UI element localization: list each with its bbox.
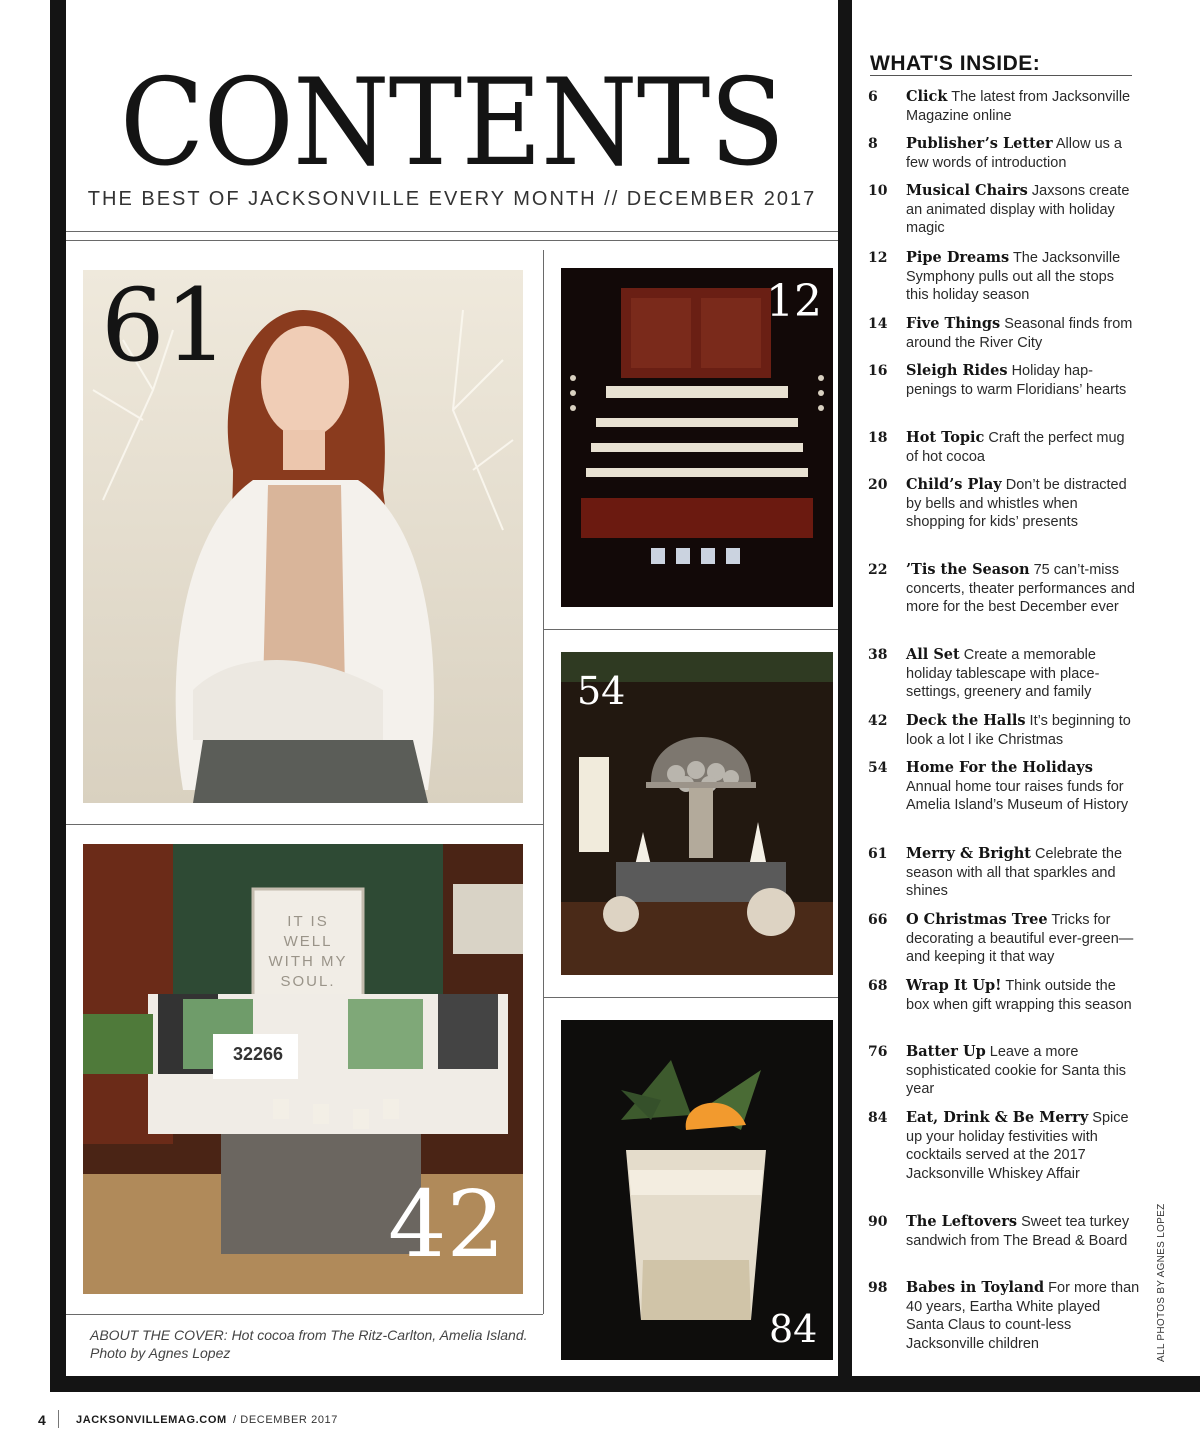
- toc-title: Child’s Play: [906, 476, 1002, 493]
- toc-page: 61: [868, 846, 888, 862]
- folio-page-number: 4: [38, 1412, 46, 1428]
- photo-page-number: 12: [766, 276, 822, 327]
- photo-fashion[interactable]: [83, 270, 523, 803]
- toc-entry[interactable]: [868, 182, 1140, 238]
- toc-entry[interactable]: [868, 88, 1140, 125]
- frame-bottom-bar: [50, 1376, 1200, 1392]
- toc-page: 8: [868, 136, 878, 152]
- toc-page: 38: [868, 647, 888, 663]
- toc-entry[interactable]: [868, 362, 1140, 399]
- photo-cocktail[interactable]: [561, 1020, 833, 1360]
- toc-desc: Sweet tea turkey sandwich from The Bread & Board: [906, 1214, 1130, 1249]
- toc-entry[interactable]: [868, 476, 1140, 532]
- toc-page: 84: [868, 1110, 888, 1126]
- frame-middle-bar: [838, 0, 852, 1392]
- toc-desc: Tricks for decorating a beautiful ever-green—and keeping it that way: [906, 912, 1134, 966]
- sidebar-heading: WHAT'S INSIDE:: [870, 52, 1041, 75]
- toc-entry[interactable]: [868, 1213, 1140, 1250]
- toc-entry[interactable]: [868, 1279, 1140, 1353]
- sidebar-heading-rule: [870, 75, 1132, 76]
- toc-title: Wrap It Up!: [906, 977, 1002, 994]
- toc-entry[interactable]: [868, 845, 1140, 901]
- grid-vertical-rule: [543, 250, 544, 1314]
- photo-page-number: 42: [388, 1171, 506, 1278]
- toc-desc: The latest from Jacksonville Magazine online: [906, 89, 1131, 124]
- toc-title: Babes in Toyland: [906, 1279, 1045, 1296]
- grid-rule-right-lower: [543, 997, 838, 998]
- toc-title: Publisher’s Letter: [906, 135, 1053, 152]
- toc-page: 42: [868, 713, 888, 729]
- toc-page: 20: [868, 477, 888, 493]
- toc-desc: The Jacksonville Symphony pulls out all the stops this holiday season: [906, 250, 1121, 304]
- photo-pillow-text: 32266: [232, 1044, 284, 1064]
- photo-page-number: 61: [101, 270, 229, 384]
- toc-page: 12: [868, 250, 888, 266]
- toc-title: Merry & Bright: [906, 845, 1031, 862]
- toc-entry[interactable]: [868, 249, 1140, 305]
- grid-rule-right-upper: [543, 629, 838, 630]
- toc-page: 90: [868, 1214, 888, 1230]
- toc-title: Eat, Drink & Be Merry: [906, 1109, 1089, 1126]
- toc-entry[interactable]: [868, 1043, 1140, 1099]
- toc-title: All Set: [906, 646, 960, 663]
- header-rule-top: [66, 231, 838, 232]
- photo-credit: ALL PHOTOS BY AGNES LOPEZ: [1156, 1203, 1167, 1362]
- grid-rule-left-bottom: [66, 1314, 543, 1315]
- toc-title: Click: [906, 88, 948, 105]
- toc-title: Sleigh Rides: [906, 362, 1008, 379]
- toc-entry[interactable]: [868, 1109, 1140, 1183]
- photo-page-number: 54: [577, 669, 626, 713]
- toc-title: O Christmas Tree: [906, 911, 1048, 928]
- folio-website-link[interactable]: JACKSONVILLEMAG.COM: [76, 1414, 227, 1426]
- toc-entry[interactable]: [868, 135, 1140, 172]
- toc-title: Home For the Holidays: [906, 759, 1093, 776]
- toc-page: 66: [868, 912, 888, 928]
- toc-desc: Spice up your holiday festivities with cocktails served at the 2017 Jacksonville Whiskey Affair: [906, 1110, 1129, 1182]
- frame-left-bar: [50, 0, 66, 1392]
- toc-entry[interactable]: [868, 315, 1140, 352]
- toc-desc: Jaxsons create an animated display with holiday magic: [906, 183, 1130, 237]
- toc-desc: Seasonal finds from around the River City: [906, 316, 1133, 351]
- page-title: CONTENTS: [119, 54, 785, 193]
- toc-title: Pipe Dreams: [906, 249, 1010, 266]
- toc-desc: Holiday hap-penings to warm Floridians’ hearts: [906, 363, 1127, 398]
- folio-date: / DECEMBER 2017: [233, 1414, 338, 1426]
- toc-desc: For more than 40 years, Eartha White played Santa Claus to count-less Jacksonville children: [906, 1280, 1140, 1352]
- header-rule-bottom: [66, 240, 838, 241]
- photo-page-number: 84: [769, 1307, 818, 1351]
- toc-title: ’Tis the Season: [906, 561, 1030, 578]
- toc-page: 98: [868, 1280, 888, 1296]
- toc-entry[interactable]: [868, 646, 1140, 702]
- toc-title: Hot Topic: [906, 429, 985, 446]
- toc-page: 68: [868, 978, 888, 994]
- toc-title: The Leftovers: [906, 1213, 1018, 1230]
- toc-title: Deck the Halls: [906, 712, 1026, 729]
- toc-desc: 75 can’t-miss concerts, theater performances and more for the best December ever: [906, 562, 1135, 616]
- toc-page: 16: [868, 363, 888, 379]
- grid-rule-left-middle: [66, 824, 543, 825]
- photo-holiday-table[interactable]: [561, 652, 833, 975]
- toc-entry[interactable]: [868, 759, 1140, 815]
- toc-title: Batter Up: [906, 1043, 986, 1060]
- toc-desc: Celebrate the season with all that sparkles and shines: [906, 846, 1123, 900]
- toc-desc: Leave a more sophisticated cookie for Santa this year: [906, 1044, 1127, 1098]
- toc-desc: Craft the perfect mug of hot cocoa: [906, 430, 1125, 465]
- toc-entry[interactable]: [868, 561, 1140, 617]
- photo-sign-text: IT IS WELL WITH MY SOUL.: [268, 913, 348, 990]
- toc-entry[interactable]: [868, 911, 1140, 967]
- toc-page: 54: [868, 760, 888, 776]
- toc-page: 10: [868, 183, 888, 199]
- toc-title: Musical Chairs: [906, 182, 1028, 199]
- toc-desc: Annual home tour raises funds for Amelia Island’s Museum of History: [906, 778, 1129, 814]
- toc-desc: Allow us a few words of introduction: [906, 136, 1122, 171]
- toc-desc: Create a memorable holiday tablescape with place-settings, greenery and family: [906, 647, 1100, 701]
- toc-page: 76: [868, 1044, 888, 1060]
- toc-title: Five Things: [906, 315, 1001, 332]
- photo-pipe-organ[interactable]: [561, 268, 833, 607]
- toc-entry[interactable]: [868, 977, 1140, 1014]
- photo-living-room[interactable]: [83, 844, 523, 1294]
- toc-desc: It’s beginning to look a lot l ike Christmas: [906, 713, 1131, 748]
- toc-entry[interactable]: [868, 429, 1140, 466]
- toc-desc: Think outside the box when gift wrapping this season: [906, 978, 1132, 1013]
- toc-page: 14: [868, 316, 888, 332]
- toc-entry[interactable]: [868, 712, 1140, 749]
- cover-caption: ABOUT THE COVER: Hot cocoa from The Ritz-Carlton, Amelia Island. Photo by Agnes Lopez: [90, 1327, 528, 1361]
- toc-page: 6: [868, 89, 878, 105]
- folio-separator: [58, 1410, 59, 1428]
- page-subtitle: THE BEST OF JACKSONVILLE EVERY MONTH // DECEMBER 2017: [87, 188, 817, 210]
- toc-page: 18: [868, 430, 888, 446]
- toc-desc: Don’t be distracted by bells and whistles when shopping for kids’ presents: [906, 477, 1127, 531]
- toc-page: 22: [868, 562, 888, 578]
